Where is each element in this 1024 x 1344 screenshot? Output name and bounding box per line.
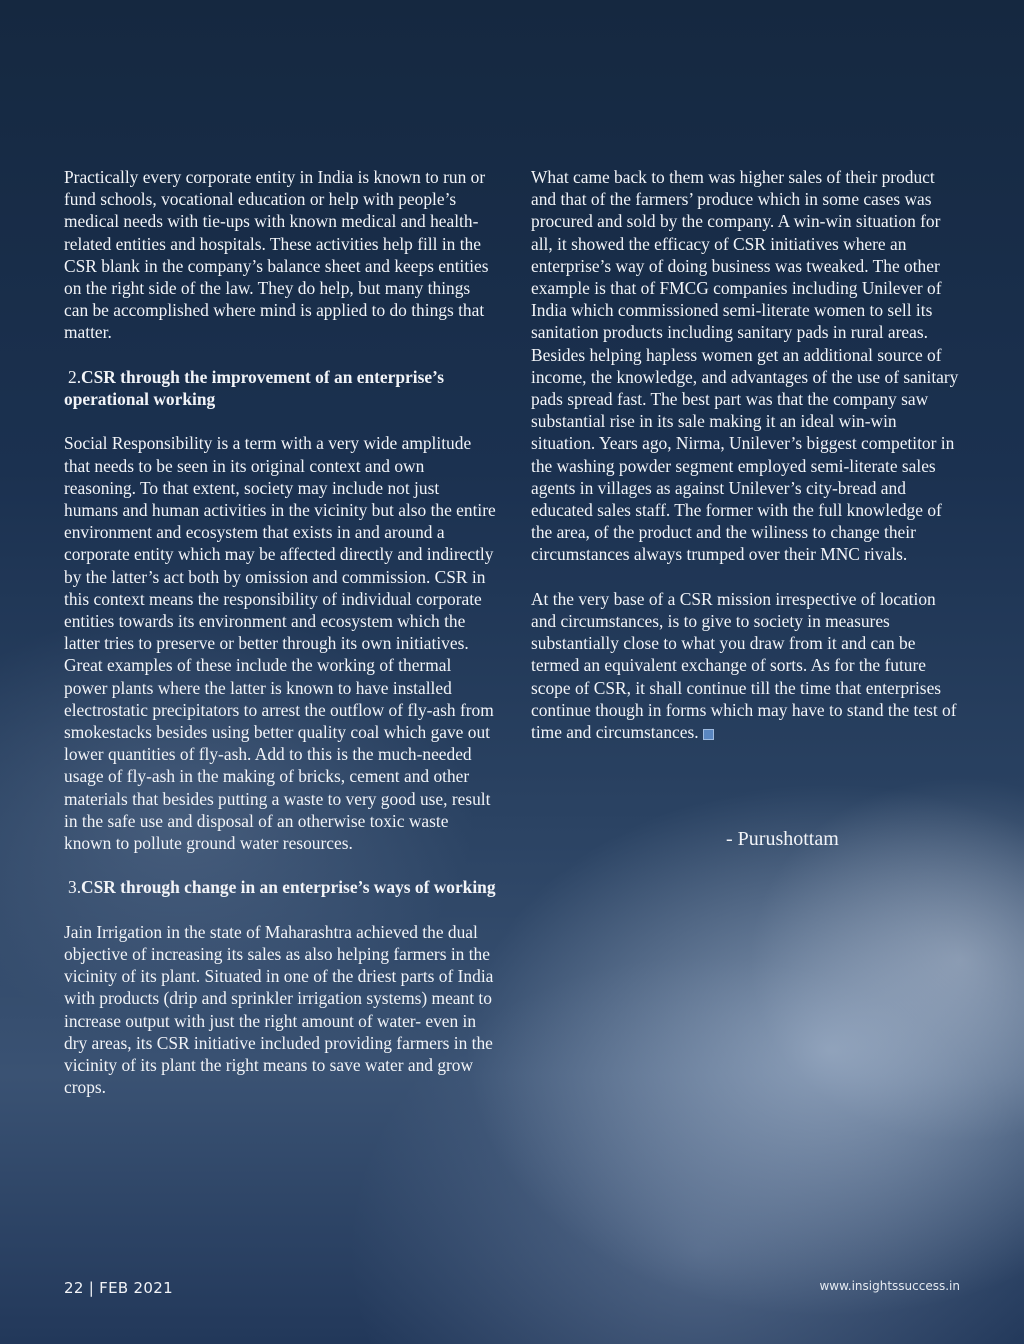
- website-url: www.insightssuccess.in: [819, 1279, 960, 1293]
- left-column: [64, 166, 496, 1121]
- end-of-article-square-icon: [703, 729, 714, 740]
- heading-text: CSR through the improvement of an enterprise’s operational working: [64, 366, 444, 410]
- heading-number: 2.: [68, 366, 82, 387]
- heading-text: CSR through change in an enterprise’s ways of working: [81, 877, 496, 898]
- paragraph-fmcg-examples: What came back to them was higher sales of their product and that of the farmers’ produce which in some cases was procured and sold by the company. A win-win situation for all, it showed the efficacy of CSR initiatives where an enterprise’s way of doing business was tweaked. The other example is that of FMCG companies including Unilever of India which commissioned semi-literate women to sell its sanitation products including sanitary pads in rural areas. Besides helping hapless women get an additional source of income, the knowledge, and advantages of the use of sanitary pads spread fast. The best part was that the company saw substantial rise in its sale making it an ideal win-win situation. Years ago, Nirma, Unilever’s biggest competitor in the washing powder segment employed semi-literate sales agents in villages as against Unilever’s city-bread and educated sales staff. The former with the full knowledge of the area, of the product and the wiliness to change their circumstances always trumped over their MNC rivals.: [531, 167, 959, 565]
- section-heading-2: [64, 366, 496, 410]
- conclusion-text: At the very base of a CSR mission irrespective of location and circumstances, is to give to society in measures substantially close to what you draw from it and can be termed an equivalent exchange of sorts. As for the future scope of CSR, it shall continue till the time that enterprises continue though in forms which may have to stand the test of time and circumstances.: [531, 588, 957, 743]
- heading-number: 3.: [68, 877, 82, 898]
- paragraph-intro: Practically every corporate entity in India is known to run or fund schools, vocational education or help with people’s medical needs with tie-ups with known medical and health-related entities and hospitals. These activities help fill in the CSR blank in the company’s balance sheet and keeps entities on the right side of the law. They do help, but many things can be accomplished where mind is applied to do things that matter.: [64, 167, 489, 343]
- paragraph-jain-irrigation: Jain Irrigation in the state of Maharashtra achieved the dual objective of increasing its sales as also helping farmers in the vicinity of its plant. Situated in one of the driest parts of India with products (drip and sprinkler irrigation systems) meant to increase output with just the right amount of water- even in dry areas, its CSR initiative included providing farmers in the vicinity of its plant the right means to save water and grow crops.: [64, 921, 494, 1098]
- page-folio: 22 | FEB 2021: [64, 1279, 173, 1297]
- paragraph-social-responsibility: Social Responsibility is a term with a very wide amplitude that needs to be seen in its original context and own reasoning. To that extent, society may include not just humans and human activities in the vicinity but also the entire environment and ecosystem that exists in and around a corporate entity which may be affected directly and indirectly by the latter’s act both by omission and commission. CSR in this context means the responsibility of individual corporate entities towards its environment and ecosystem which the latter tries to preserve or better through its own initiatives. Great examples of these include the working of thermal power plants where the latter is known to have installed electrostatic precipitators to arrest the outflow of fly-ash from smokestacks besides using better quality coal which gave out lower quantities of fly-ash. Add to this is the much-needed usage of fly-ash in the making of bricks, cement and other materials that besides putting a waste to very good use, result in the safe use and disposal of an otherwise toxic waste known to pollute ground water resources.: [64, 433, 496, 854]
- section-heading-3: [64, 876, 496, 898]
- right-column: [531, 166, 963, 765]
- paragraph-conclusion: [531, 588, 963, 743]
- author-byline: - Purushottam: [726, 828, 839, 850]
